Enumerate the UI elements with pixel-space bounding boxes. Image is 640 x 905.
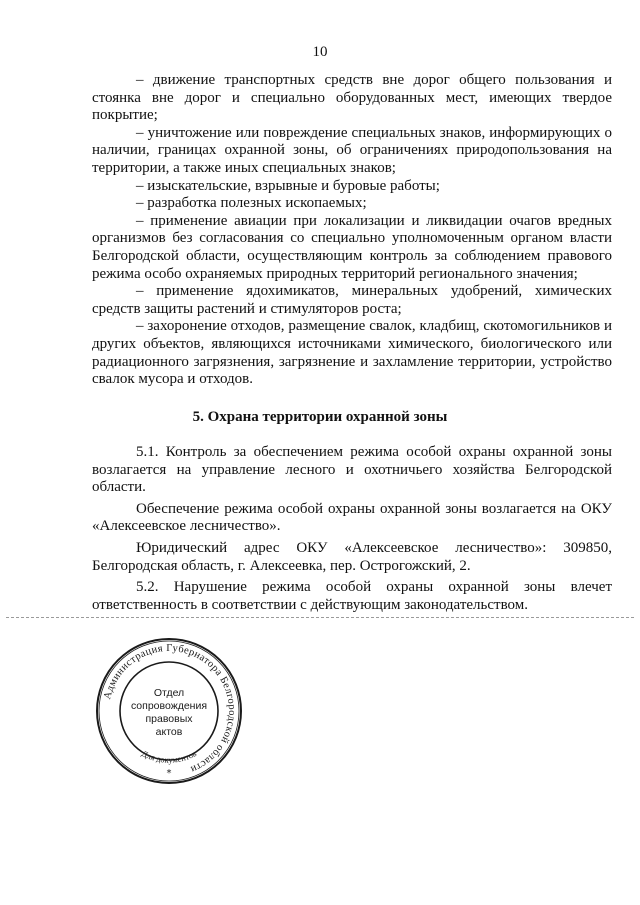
prohibited-activities-list	[92, 72, 612, 389]
stamp-center-line: сопровождения	[130, 700, 208, 712]
stamp-outer-text: Администрация Губернатора Белгородской области	[102, 642, 238, 775]
section-paragraph: Обеспечение режима особой охраны охранной зоны возлагается на ОКУ «Алексеевское лесничество».	[92, 500, 612, 535]
stamp-bottom-text: Для документов	[140, 748, 198, 765]
page-number: 10	[312, 44, 328, 60]
section-paragraph: 5.2. Нарушение режима особой охраны охранной зоны влечет ответственность в соответствии с действующим законодательством.	[92, 579, 612, 613]
official-stamp	[94, 636, 244, 786]
stamp-center-line: Отдел	[153, 687, 185, 699]
scan-divider-line	[6, 617, 634, 618]
stamp-center-line: правовых	[145, 713, 193, 725]
list-item: – применение авиации при локализации и ликвидации очагов вредных организмов без согласования со специально уполномоченным органом власти Белгородской области, осуществляющим контроль за соблюдением правового режима особо охраняемых природных территорий регионального значения;	[92, 212, 612, 282]
list-item: – применение ядохимикатов, минеральных удобрений, химических средств защиты растений и стимуляторов роста;	[92, 283, 612, 317]
section-body	[92, 444, 612, 618]
list-item: – разработка полезных ископаемых;	[136, 195, 367, 212]
list-item: – уничтожение или повреждение специальных знаков, информирующих о наличии, границах охранной зоны, об ограничениях природопользования на территории, а также иных специальных знаков;	[92, 124, 612, 176]
stamp-center-line: актов	[155, 726, 183, 738]
section-paragraph: Юридический адрес ОКУ «Алексеевское лесничество»: 309850, Белгородская область, г. Алексеевка, пер. Острогожский, 2.	[92, 539, 612, 574]
list-item: – изыскательские, взрывные и буровые работы;	[136, 177, 440, 194]
list-item: – движение транспортных средств вне дорог общего пользования и стоянка вне дорог и специально оборудованных мест, имеющих твердое покрытие;	[92, 72, 612, 124]
stamp-star-icon: *	[166, 768, 172, 779]
section-paragraph: 5.1. Контроль за обеспечением режима особой охраны охранной зоны возлагается на управление лесного и охотничьего хозяйства Белгородской области.	[92, 444, 612, 496]
list-item: – захоронение отходов, размещение свалок, кладбищ, скотомогильников и других объектов, являющихся источниками химического, биологического или радиационного загрязнения, загрязнение и захламление территории, устройство свалок мусора и отходов.	[92, 318, 612, 388]
section-heading: 5. Охрана территории охранной зоны	[192, 409, 448, 425]
